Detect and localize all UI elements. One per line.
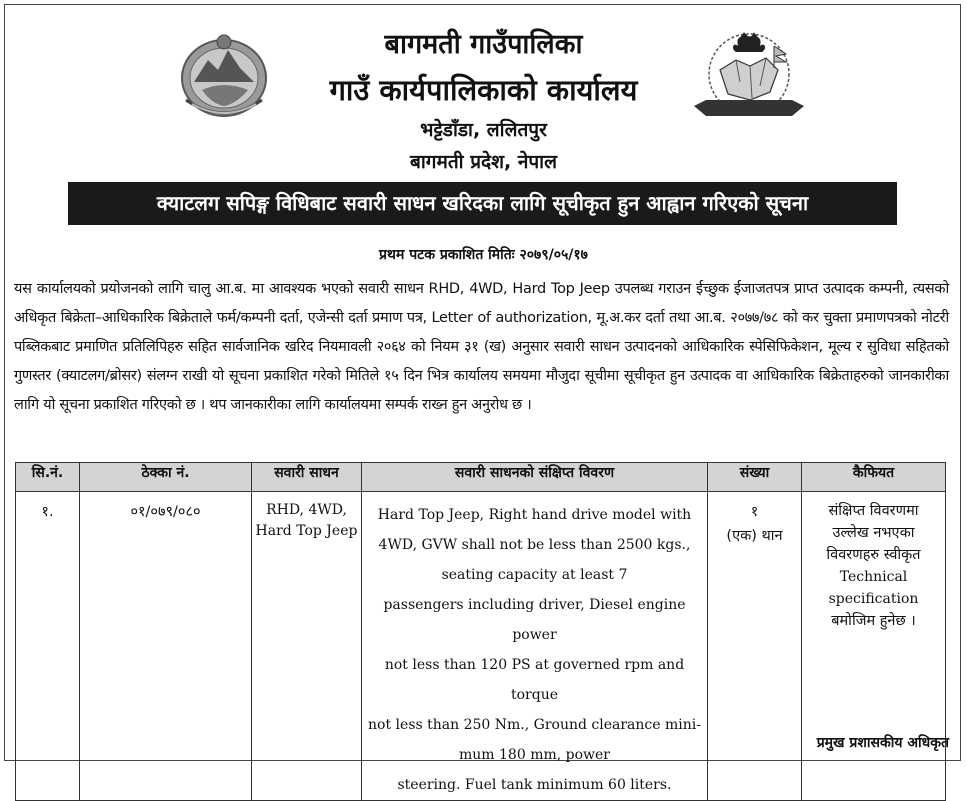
municipality-name: बागमती गाउँपालिका bbox=[384, 29, 583, 60]
remark-line: Technical bbox=[839, 569, 908, 585]
remark-line: specification bbox=[828, 591, 919, 607]
notice-paragraph: यस कार्यालयको प्रयोजनको लागि चालु आ.ब. मा आवश्यक भएको सवारी साधन RHD, 4WD, Hard Top Jeep उपलब्ध गराउन ईच्छुक ईजाजतपत्र प्राप्त उत्पादक कम्पनी, त्यसको अधिकृत बिक्रेता–आधिकारिक बिक्रेताले फर्म/कम्पनी दर्ता, एजेन्सी दर्ता प्रमाण पत्र, Letter of authorization, मू.अ.कर दर्ता तथा आ.ब. २०७७/७८ को कर चुक्ता प्रमाणपत्रको नोटरी पब्लिकबाट प्रमाणित प्रतिलिपिहरु सहित सार्वजानिक खरिद नियमावली २०६४ को नियम ३१ (ख) अनुसार सवारी साधन उत्पादनको आधिकारिक स्पेसिफिकेशन, मूल्य र सुविधा सहितको गुणस्तर (क्याटलग/ब्रोसर) संलग्न राखी यो सूचना प्रकाशित गरेको मितिले १५ दिन भित्र कार्यालय समयमा मौजुदा सूचीमा सूचीकृत हुन उत्पादक वा आधिकारिक बिक्रेताहरुको जानकारीका लागि यो सूचना प्रकाशित गरिएको छ । थप जानकारीका लागि कार्यालयमा सम्पर्क राख्न हुन अनुरोध छ । bbox=[14, 281, 949, 413]
description-line: not less than 250 Nm., Ground clearance mini- bbox=[368, 717, 701, 733]
signatory-title: प्रमुख प्रशासकीय अधिकृत bbox=[816, 735, 949, 751]
description-line: Hard Top Jeep, Right hand drive model with bbox=[377, 507, 692, 523]
quantity-number: १ bbox=[750, 504, 759, 520]
province-country: बागमती प्रदेश, नेपाल bbox=[410, 151, 557, 173]
cell-sn: १. bbox=[16, 492, 80, 801]
col-header-description: सवारी साधनको संक्षिप्त विवरण bbox=[362, 463, 708, 492]
vehicle-table bbox=[15, 462, 946, 801]
col-header-contract: ठेक्का नं. bbox=[80, 463, 252, 492]
remark-line: संक्षिप्त विवरणमा bbox=[828, 503, 919, 519]
remark-line: उल्लेख नभएका bbox=[832, 525, 915, 541]
table-header-row bbox=[16, 463, 946, 492]
col-header-quantity: संख्या bbox=[708, 463, 802, 492]
cell-vehicle: RHD, 4WD, Hard Top Jeep bbox=[252, 492, 362, 801]
description-line: seating capacity at least 7 bbox=[441, 567, 628, 583]
first-publication-date: प्रथम पटक प्रकाशित मितिः २०७९/०५/१७ bbox=[379, 247, 588, 263]
col-header-remarks: कैफियत bbox=[802, 463, 946, 492]
cell-quantity bbox=[708, 492, 802, 801]
description-line: mum 180 mm, power bbox=[459, 747, 610, 763]
office-location: भट्टेडाँडा, ललितपुर bbox=[420, 119, 547, 141]
description-line: passengers including driver, Diesel engine power bbox=[383, 597, 686, 643]
remark-line: विवरणहरु स्वीकृत bbox=[826, 547, 921, 563]
table-row bbox=[16, 492, 946, 801]
col-header-sn: सि.नं. bbox=[16, 463, 80, 492]
description-line: steering. Fuel tank minimum 60 liters. bbox=[397, 777, 672, 793]
notice-title-banner: क्याटलग सपिङ्ग विधिबाट सवारी साधन खरिदका लागि सूचीकृत हुन आह्वान गरिएको सूचना bbox=[68, 182, 897, 225]
description-line: not less than 120 PS at governed rpm and torque bbox=[384, 657, 685, 703]
col-header-vehicle: सवारी साधन bbox=[252, 463, 362, 492]
office-name: गाउँ कार्यपालिकाको कार्यालय bbox=[329, 73, 638, 107]
quantity-unit: (एक) थान bbox=[726, 528, 783, 544]
remark-line: बमोजिम हुनेछ । bbox=[831, 613, 916, 629]
cell-remarks bbox=[802, 492, 946, 801]
cell-description bbox=[362, 492, 708, 801]
description-line: 4WD, GVW shall not be less than 2500 kgs., bbox=[378, 537, 691, 553]
cell-contract-no: ०१/०७९/०८० bbox=[80, 492, 252, 801]
